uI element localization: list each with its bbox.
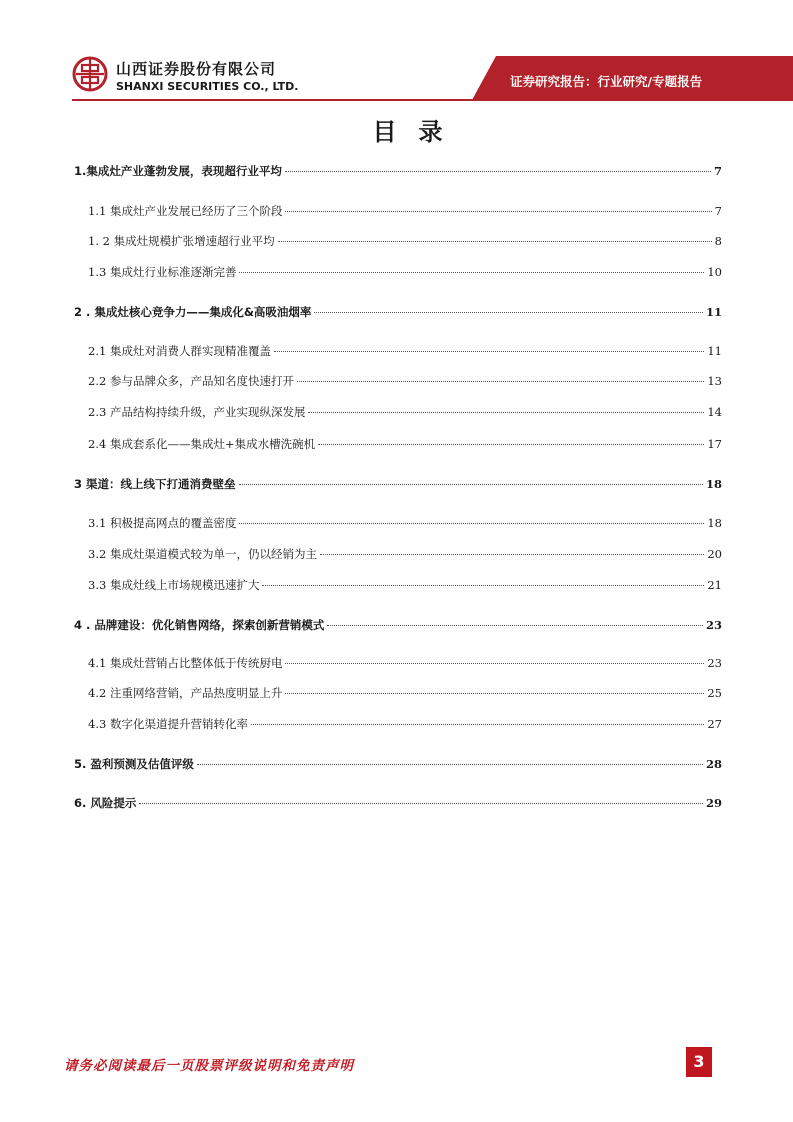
report-type-label: 证券研究报告：行业研究/专题报告 [510, 74, 703, 89]
toc-entry[interactable] [74, 716, 722, 736]
toc-dot-leader [239, 484, 703, 485]
toc-entry-page: 23 [705, 618, 722, 632]
toc-entry[interactable] [74, 756, 722, 776]
toc-entry[interactable] [74, 304, 722, 324]
disclaimer-notice: 请务必阅读最后一页股票评级说明和免责声明 [64, 1058, 354, 1074]
toc-dot-leader [320, 554, 704, 555]
toc-dot-leader [327, 625, 703, 626]
toc-entry-label: 1.集成灶产业蓬勃发展，表现超行业平均 [74, 164, 282, 178]
toc-dot-leader [197, 764, 703, 765]
page-header [0, 0, 793, 110]
toc-entry[interactable] [74, 373, 722, 393]
toc-dot-leader [239, 272, 704, 273]
toc-entry-page: 29 [705, 796, 722, 810]
header-divider [72, 99, 793, 101]
toc-entry-page: 7 [713, 164, 722, 178]
toc-entry[interactable] [74, 685, 722, 705]
toc-entry-page: 18 [705, 477, 722, 491]
toc-dot-leader [274, 351, 704, 352]
toc-entry-page: 20 [707, 547, 722, 561]
toc-entry[interactable] [74, 233, 722, 253]
toc-entry-label: 2.3 产品结构持续升级，产业实现纵深发展 [88, 405, 306, 419]
shanxi-securities-logo-icon [72, 56, 108, 92]
toc-entry-label: 4.1 集成灶营销占比整体低于传统厨电 [88, 656, 283, 670]
toc-entry-label: 6. 风险提示 [74, 796, 137, 810]
toc-entry-page: 7 [714, 204, 722, 218]
toc-entry[interactable] [74, 436, 722, 456]
toc-dot-leader [285, 211, 711, 212]
toc-dot-leader [297, 381, 704, 382]
toc-dot-leader [308, 412, 704, 413]
toc-dot-leader [314, 312, 703, 313]
toc-dot-leader [278, 241, 712, 242]
toc-dot-leader [139, 803, 703, 804]
toc-dot-leader [262, 585, 704, 586]
toc-entry-label: 2.1 集成灶对消费人群实现精准覆盖 [88, 344, 271, 358]
toc-entry-page: 27 [707, 717, 722, 731]
toc-entry[interactable] [74, 163, 722, 183]
toc-entry-label: 3.3 集成灶线上市场规模迅速扩大 [88, 578, 260, 592]
toc-entry-label: 3.1 积极提高网点的覆盖密度 [88, 516, 237, 530]
toc-dot-leader [251, 724, 704, 725]
toc-entry-page: 11 [707, 344, 722, 358]
page-title: 目录 [372, 117, 465, 146]
toc-entry-page: 8 [714, 234, 722, 248]
toc-entry-page: 10 [707, 265, 722, 279]
toc-entry[interactable] [74, 617, 722, 637]
toc-entry-label: 2.4 集成套系化——集成灶+集成水槽洗碗机 [88, 437, 316, 451]
toc-dot-leader [239, 523, 704, 524]
toc-entry[interactable] [74, 577, 722, 597]
toc-entry[interactable] [74, 264, 722, 284]
toc-entry-label: 3.2 集成灶渠道模式较为单一，仍以经销为主 [88, 547, 317, 561]
toc-dot-leader [285, 171, 711, 172]
page-number: 3 [686, 1047, 712, 1077]
company-name-cn: 山西证券股份有限公司 [116, 60, 277, 78]
toc-entry-label: 2.2 参与品牌众多，产品知名度快速打开 [88, 374, 294, 388]
toc-entry[interactable] [74, 655, 722, 675]
toc-dot-leader [285, 663, 704, 664]
toc-entry-page: 23 [707, 656, 722, 670]
toc-entry-label: 4.2 注重网络营销，产品热度明显上升 [88, 686, 283, 700]
toc-entry-page: 11 [705, 305, 722, 319]
toc-entry-label: 1.1 集成灶产业发展已经历了三个阶段 [88, 204, 283, 218]
toc-entry-page: 14 [707, 405, 722, 419]
toc-entry-label: 1.3 集成灶行业标准逐渐完善 [88, 265, 237, 279]
toc-entry-page: 13 [707, 374, 722, 388]
toc-entry[interactable] [74, 476, 722, 496]
toc-entry[interactable] [74, 343, 722, 363]
toc-dot-leader [285, 693, 704, 694]
toc-entry-page: 18 [707, 516, 722, 530]
toc-entry[interactable] [74, 515, 722, 535]
toc-dot-leader [318, 444, 704, 445]
toc-entry-page: 21 [707, 578, 722, 592]
toc-entry[interactable] [74, 203, 722, 223]
toc-entry-page: 17 [707, 437, 722, 451]
toc-entry-label: 2 . 集成灶核心竞争力——集成化&高吸油烟率 [74, 305, 312, 319]
toc-entry-label: 1. 2 集成灶规模扩张增速超行业平均 [88, 234, 275, 248]
toc-entry[interactable] [74, 546, 722, 566]
toc-entry-label: 4 . 品牌建设：优化销售网络，探索创新营销模式 [74, 618, 325, 632]
toc-entry-label: 3 渠道：线上线下打通消费壁垒 [74, 477, 236, 491]
toc-entry-page: 25 [707, 686, 722, 700]
toc-entry[interactable] [74, 404, 722, 424]
toc-entry[interactable] [74, 795, 722, 815]
toc-entry-page: 28 [705, 757, 722, 771]
toc-entry-label: 5. 盈利预测及估值评级 [74, 757, 194, 771]
company-name-en: SHANXI SECURITIES CO., LTD. [116, 80, 299, 93]
toc-entry-label: 4.3 数字化渠道提升营销转化率 [88, 717, 248, 731]
